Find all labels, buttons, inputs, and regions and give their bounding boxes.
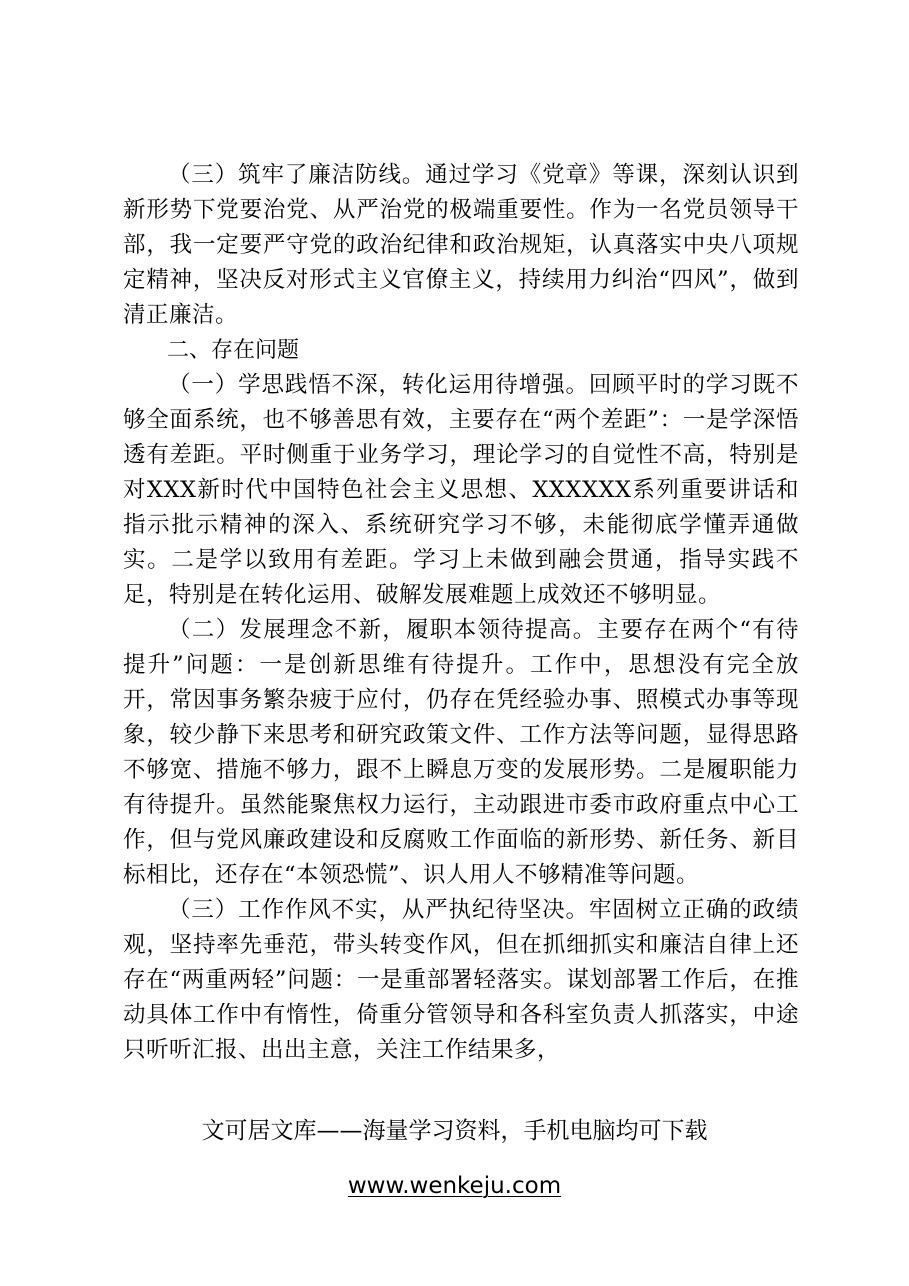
section-heading-problems: 二、存在问题 — [167, 338, 300, 363]
footer-title: 文可居文库——海量学习资料，手机电脑均可下载 — [201, 1118, 708, 1144]
paragraph-lead: （三）工作作风不实，从严执纪待坚决。 — [168, 897, 589, 923]
document-body — [123, 158, 799, 1068]
paragraph-text: 主要存在两个“有待提升”问题：一是创新思维有待提升。工作中，思想没有完全放开，常因事务繁杂疲于应付，仍存在凭经验办事、照模式办事等现象，较少静下来思考和研究政策文件、工作方法等问题，显得思路不够宽、措施不够力，跟不上瞬息万变的发展形势。二是履职能力有待提升。虽然能聚焦权力运行，主动跟进市委市政府重点中心工作，但与党风廉政建设和反腐败工作面临的新形势、新任务、新目标相比，还存在“本领恐慌”、识人用人不够精准等问题。 — [123, 617, 799, 888]
paragraph-work-style — [123, 893, 799, 1068]
paragraph-text: 牢固树立正确的政绩观，坚持率先垂范，带头转变作风，但在抓细抓实和廉洁自律上还存在“两重两轻”问题：一是重部署轻落实。谋划部署工作后，在推动具体工作中有惰性，倚重分管领导和各科室负责人抓落实，中途只听听汇报、出出主意，关注工作结果多， — [123, 897, 799, 1063]
footer-url-link[interactable] — [0, 1170, 909, 1202]
paragraph-study — [123, 368, 799, 613]
paragraph-lead: （三）筑牢了廉洁防线。 — [168, 162, 426, 188]
paragraph-text: 通过学习《党章》等课，深刻认识到新形势下党要治党、从严治党的极端重要性。作为一名党员领导干部，我一定要严守党的政治纪律和政治规矩，认真落实中央八项规定精神，坚决反对形式主义官僚主义，持续用力纠治“四风”，做到清正廉洁。 — [123, 162, 799, 328]
paragraph-development — [123, 613, 799, 893]
paragraph-integrity — [123, 158, 799, 333]
paragraph-lead: （二）发展理念不新，履职本领待提高。 — [168, 617, 597, 643]
paragraph-lead: （一）学思践悟不深，转化运用待增强。 — [168, 372, 589, 398]
paragraph-text: 回顾平时的学习既不够全面系统，也不够善思有效，主要存在“两个差距”：一是学深悟透有差距。平时侧重于业务学习，理论学习的自觉性不高，特别是对XXX新时代中国特色社会主义思想、XXXXXX系列重要讲话和指示批示精神的深入、系统研究学习不够，未能彻底学懂弄通做实。二是学以致用有差距。学习上未做到融会贯通，指导实践不足，特别是在转化运用、破解发展难题上成效还不够明显。 — [123, 372, 799, 608]
footer-url-text[interactable]: www.wenkeju.com — [347, 1173, 562, 1199]
